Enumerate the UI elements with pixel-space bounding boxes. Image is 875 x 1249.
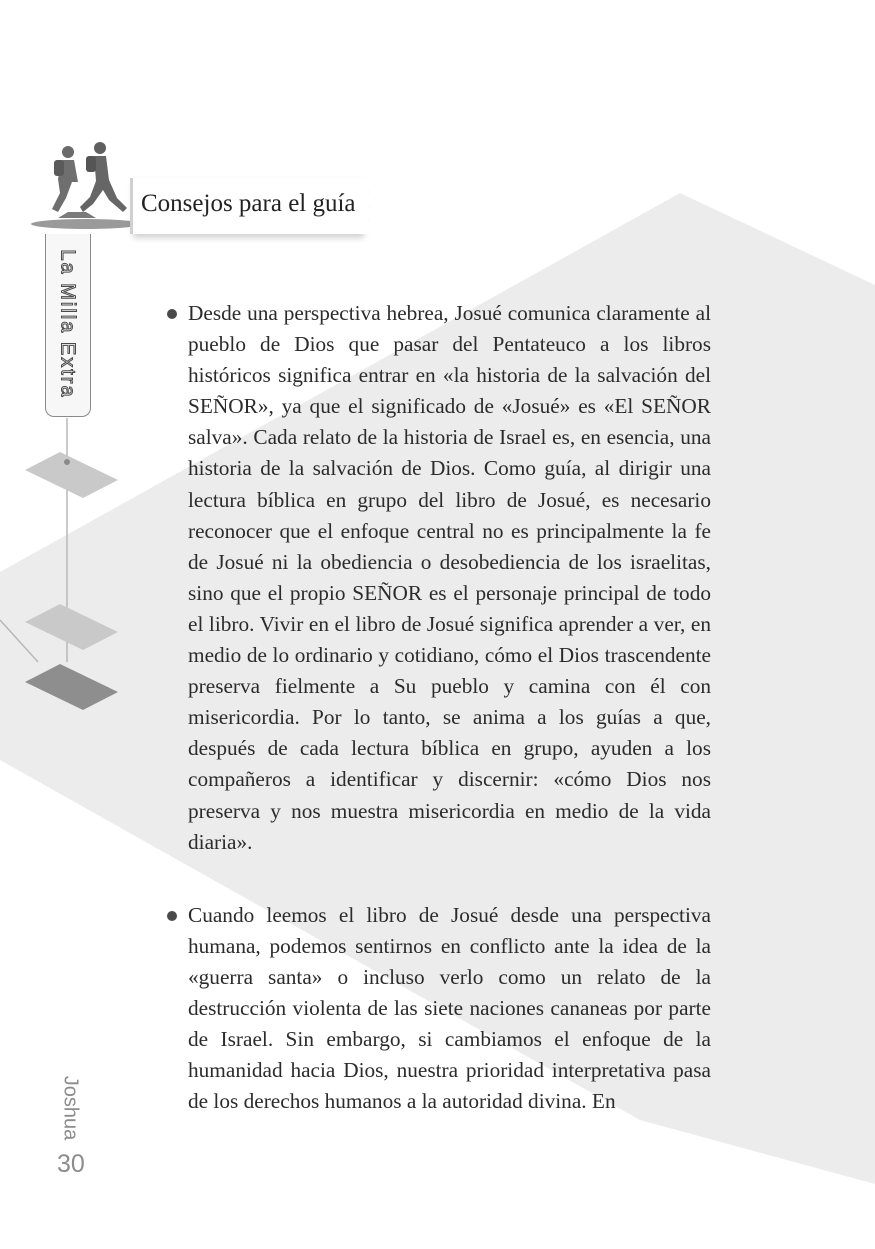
paragraph-text: Cuando leemos el libro de Josué desde una perspectiva humana, podemos sentirnos en conflicto ante la idea de la «guerra santa» o incluso verlo como un relato de la destrucción violenta de las siete naciones cananeas por parte de Israel. Sin embargo, si cambiamos el enfoque de la humanidad hacia Dios, nuestra prioridad interpretativa pasa de los derechos humanos a la autoridad divina. En: [188, 902, 711, 1114]
section-heading-tab: [130, 178, 361, 234]
zigzag-edge: [359, 178, 373, 234]
section-tag-label: La Milla Extra: [56, 249, 79, 399]
bullet-icon: [167, 309, 177, 319]
main-text: [188, 298, 711, 1117]
bullet-icon: [167, 911, 177, 921]
section-heading: Consejos para el guía: [141, 190, 356, 217]
decorative-diagram: [0, 400, 130, 720]
hikers-illustration: [28, 138, 138, 230]
paragraph-text: Desde una perspectiva hebrea, Josué comunica claramente al pueblo de Dios que pasar del Pentateuco a los libros históricos significa entrar en «la historia de la salvación del SEÑOR», ya que el significado de «Josué» es «El SEÑOR salva». Cada relato de la historia de Israel es, en esencia, una historia de la salvación de Dios. Como guía, al dirigir una lectura bíblica en grupo del libro de Josué, es necesario reconocer que el enfoque central no es principalmente la fe de Josué ni la obediencia o desobediencia de los israelitas, sino que el propio SEÑOR es el personaje principal de todo el libro. Vivir en el libro de Josué significa aprender a ver, en medio de lo ordinario y cotidiano, cómo el Dios trascendente preserva fielmente a Su pueblo y camina con él con misericordia. Por lo tanto, se anima a los guías a que, después de cada lectura bíblica en grupo, ayuden a los compañeros a identificar y discernir: «cómo Dios nos preserva y nos muestra misericordia en medio de la vida diaria».: [188, 301, 711, 854]
book-title-label: Joshua: [59, 1075, 82, 1141]
list-item: [188, 900, 711, 1118]
page-number: 30: [57, 1150, 85, 1178]
list-item: [188, 298, 711, 858]
